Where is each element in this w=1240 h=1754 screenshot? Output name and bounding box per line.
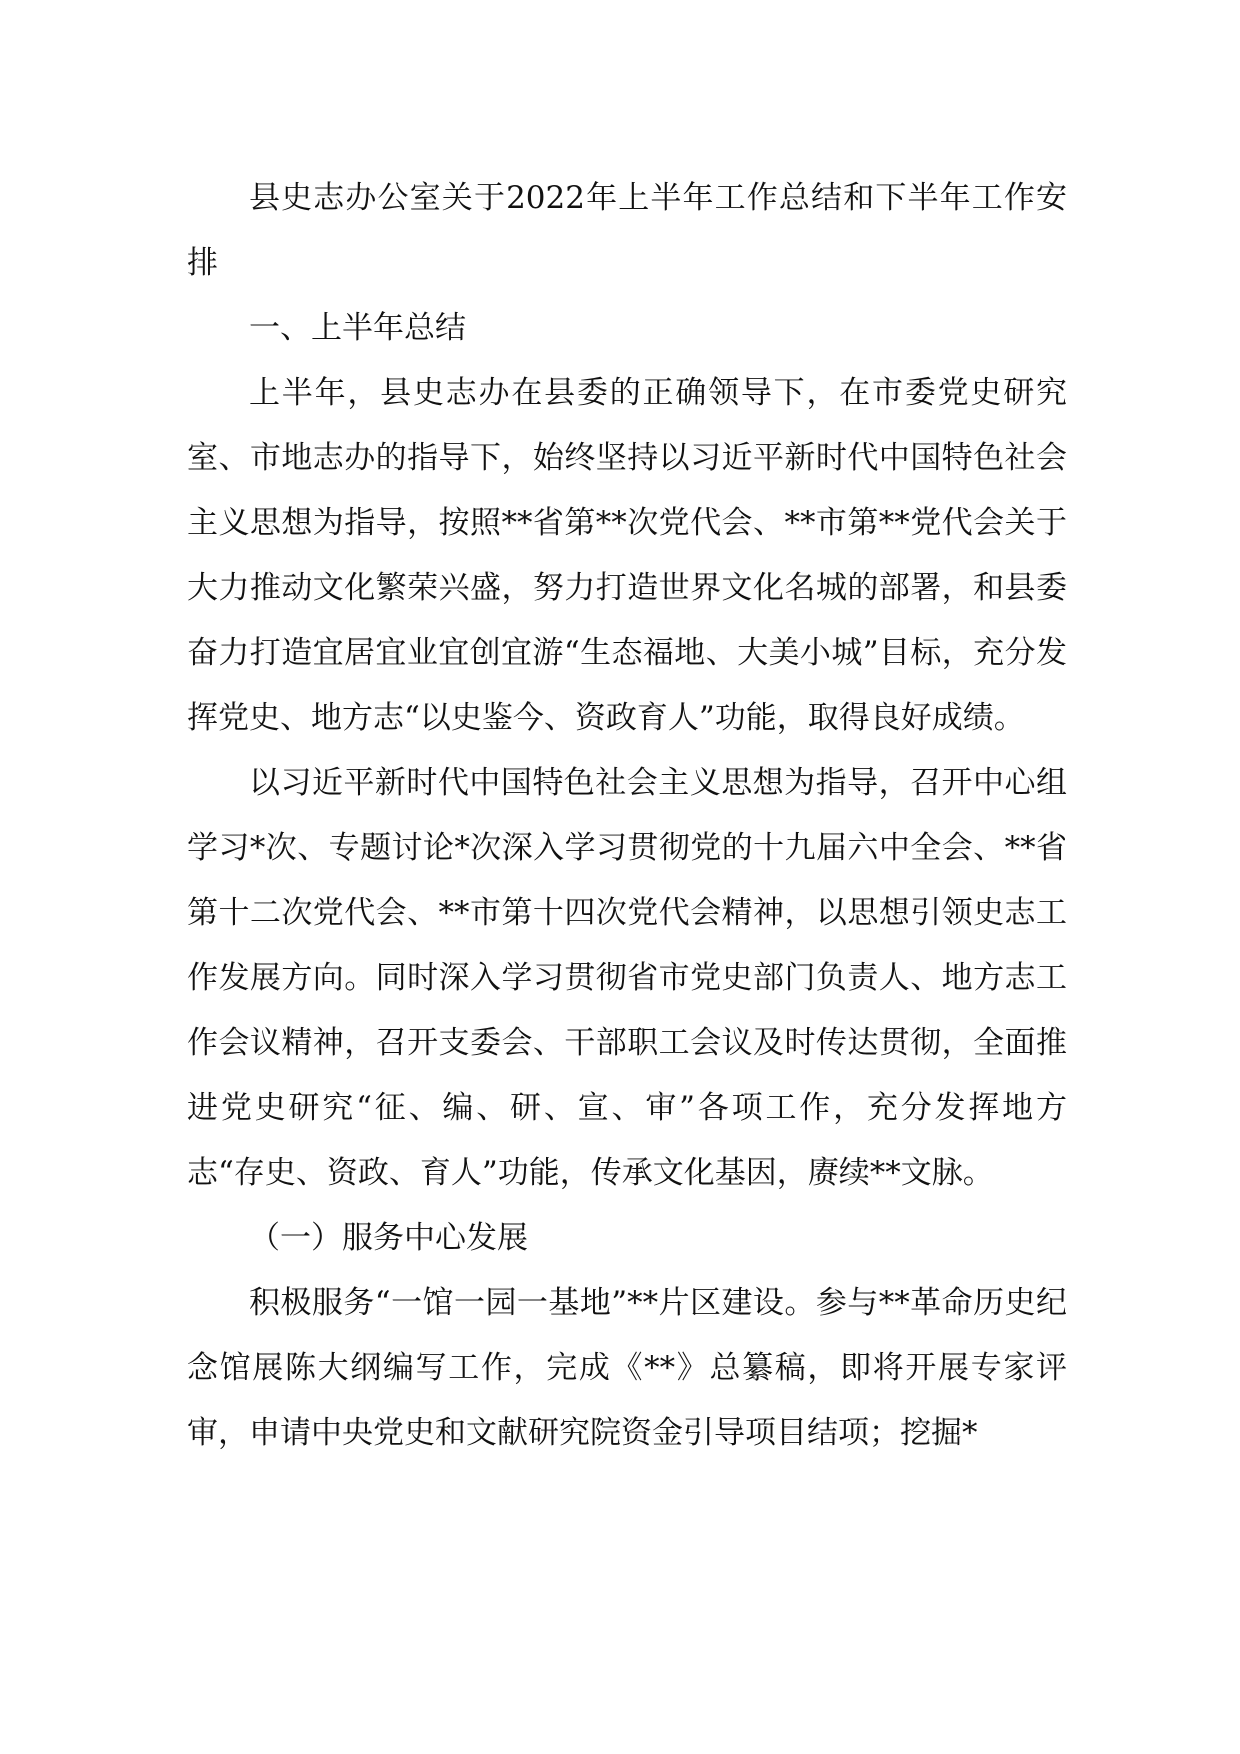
- section-heading: 一、上半年总结: [249, 310, 466, 346]
- subsection-heading: （一）服务中心发展: [249, 1220, 528, 1256]
- document-body: [187, 166, 1067, 1466]
- body-paragraph: 积极服务“一馆一园一基地”**片区建设。参与**革命历史纪念馆展陈大纲编写工作，完成《**》总纂稿，即将开展专家评审，申请中央党史和文献研究院资金引导项目结项；挖掘*: [187, 1285, 1067, 1451]
- body-paragraph: 以习近平新时代中国特色社会主义思想为指导，召开中心组学习*次、专题讨论*次深入学习贯彻党的十九届六中全会、**省第十二次党代会、**市第十四次党代会精神，以思想引领史志工作发展方向。同时深入学习贯彻省市党史部门负责人、地方志工作会议精神，召开支委会、干部职工会议及时传达贯彻，全面推进党史研究“征、编、研、宣、审”各项工作，充分发挥地方志“存史、资政、育人”功能，传承文化基因，赓续**文脉。: [187, 765, 1067, 1191]
- body-paragraph: 上半年，县史志办在县委的正确领导下，在市委党史研究室、市地志办的指导下，始终坚持以习近平新时代中国特色社会主义思想为指导，按照**省第**次党代会、**市第**党代会关于大力推动文化繁荣兴盛，努力打造世界文化名城的部署，和县委奋力打造宜居宜业宜创宜游“生态福地、大美小城”目标，充分发挥党史、地方志“以史鉴今、资政育人”功能，取得良好成绩。: [187, 375, 1067, 736]
- document-title: 县史志办公室关于2022年上半年工作总结和下半年工作安排: [187, 180, 1067, 281]
